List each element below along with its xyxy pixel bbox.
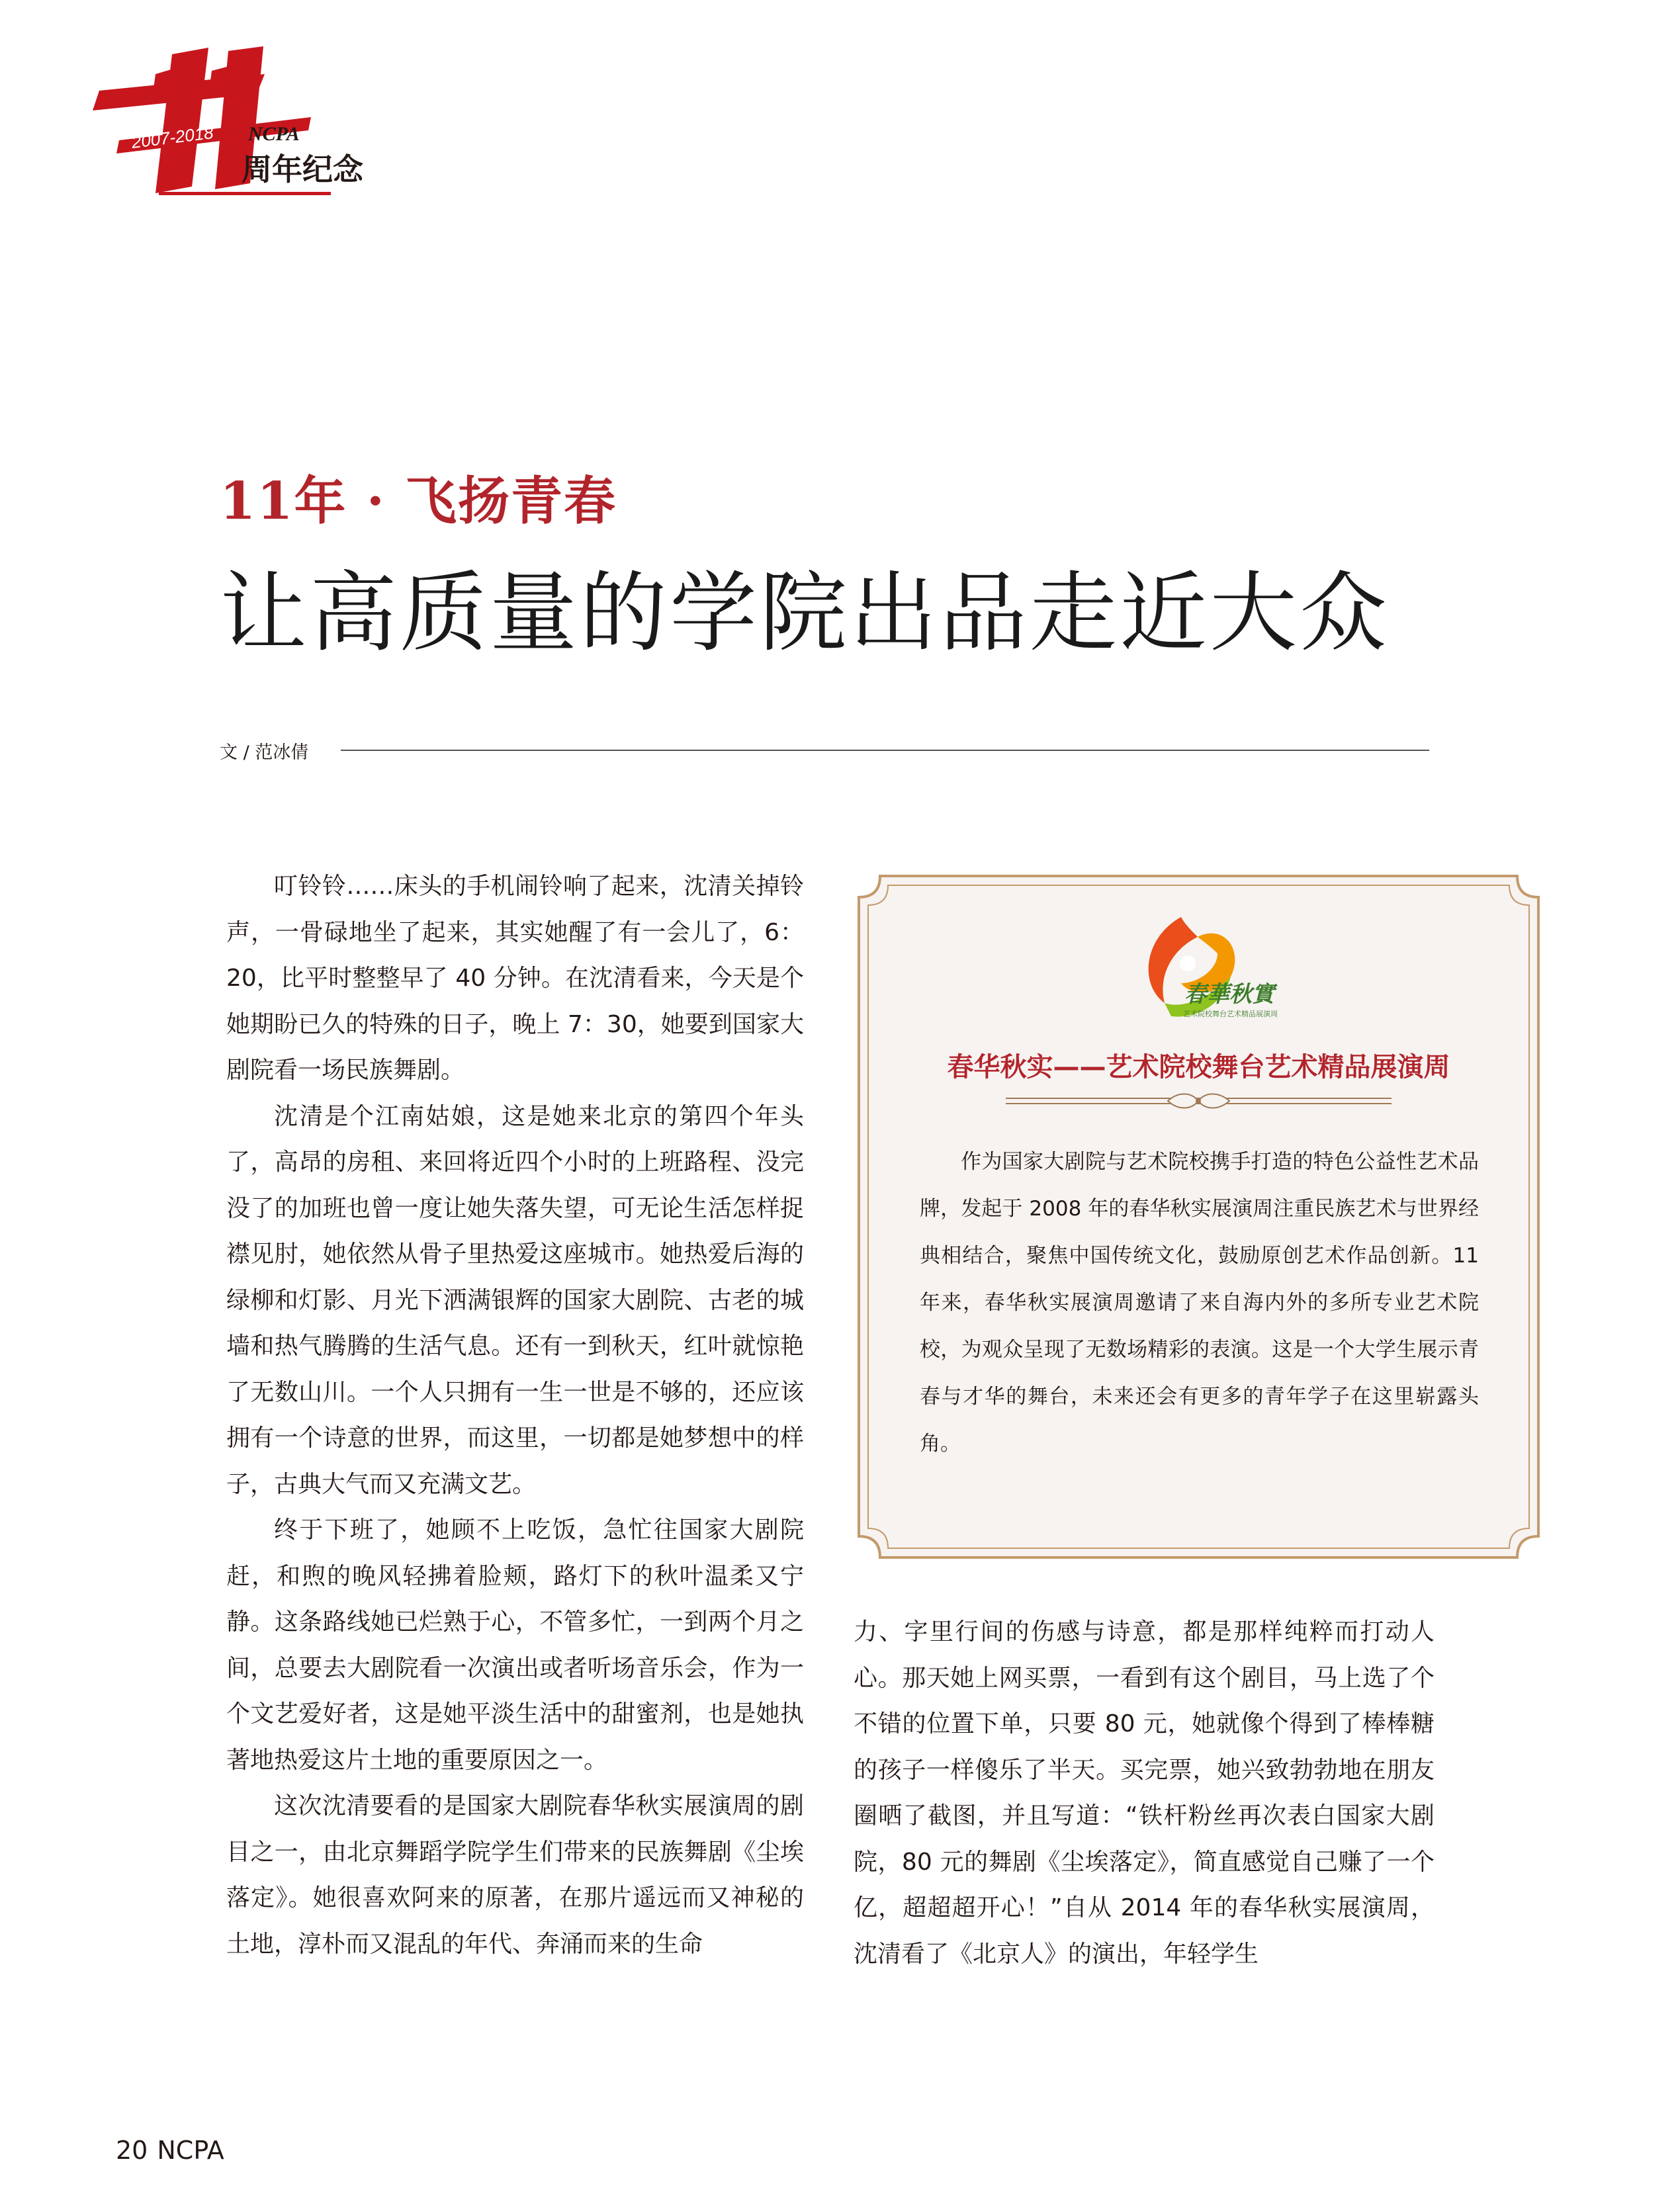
article-left-column xyxy=(226,863,804,1967)
chunhua-qiushi-logo xyxy=(1118,910,1277,1036)
sidebar-body xyxy=(920,1139,1479,1467)
article-kicker: 11年 · 飞扬青春 xyxy=(220,471,617,531)
paragraph: 力、字里行间的伤感与诗意，都是那样纯粹而打动人心。那天她上网买票，一看到有这个剧目，马上选了个不错的位置下单，只要 80 元，她就像个得到了棒棒糖的孩子一样傻乐了半天。买完票，她兴致勃勃地在朋友圈晒了截图，并且写道：“铁杆粉丝再次表白国家大剧院，80 元的舞剧《尘埃落定》，简直感觉自己赚了一个亿，超超超开心！”自从 2014 年的春华秋实展演周，沈清看了《北京人》的演出，年轻学生 xyxy=(854,1618,1435,1968)
paragraph: 终于下班了，她顾不上吃饭，急忙往国家大剧院赶，和煦的晚风轻拂着脸颊，路灯下的秋叶温柔又宁静。这条路线她已烂熟于心，不管多忙，一到两个月之间，总要去大剧院看一次演出或者听场音乐会，作为一个文艺爱好者，这是她平淡生活中的甜蜜剂，也是她执著地热爱这片土地的重要原因之一。 xyxy=(226,1516,804,1774)
logo-subtitle: 艺术院校舞台艺术精品展演周 xyxy=(1183,1010,1278,1018)
anniversary-logo xyxy=(93,48,363,200)
byline-divider xyxy=(341,750,1429,751)
paragraph: 叮铃铃……床头的手机闹铃响了起来，沈清关掉铃声，一骨碌地坐了起来，其实她醒了有一会儿了，6：20，比平时整整早了 40 分钟。在沈清看来，今天是个她期盼已久的特殊的日子，晚上 7：30，她要到国家大剧院看一场民族舞剧。 xyxy=(226,873,804,1084)
logo-name: 春華秋實 xyxy=(1184,981,1274,1008)
page-footer xyxy=(116,2136,234,2165)
article-headline: 让高质量的学院出品走近大众 xyxy=(220,562,1390,664)
sidebar-paragraph: 作为国家大剧院与艺术院校携手打造的特色公益性艺术品牌，发起于 2008 年的春华秋实展演周注重民族艺术与世界经典相结合，聚焦中国传统文化，鼓励原创艺术作品创新。11 年来，春华秋实展演周邀请了来自海内外的多所专业艺术院校，为观众呈现了无数场精彩的表演。这是一个大学生展示青春与才华的舞台，未来还会有更多的青年学子在这里崭露头角。 xyxy=(920,1150,1479,1456)
sidebar-info-box xyxy=(854,871,1544,1563)
anniversary-11-mark xyxy=(93,48,363,200)
sidebar-title: 春华秋实——艺术院校舞台艺术精品展演周 xyxy=(947,1052,1450,1082)
logo-org: NCPA xyxy=(248,123,300,145)
magazine-name: NCPA xyxy=(157,2136,224,2165)
page-number: 20 xyxy=(116,2136,148,2165)
paragraph: 这次沈清要看的是国家大剧院春华秋实展演周的剧目之一，由北京舞蹈学院学生们带来的民族舞剧《尘埃落定》。她很喜欢阿来的原著，在那片遥远而又神秘的土地，淳朴而又混乱的年代、奔涌而来的生命 xyxy=(226,1792,804,1958)
logo-years: 2007-2018 xyxy=(130,122,215,152)
paragraph: 沈清是个江南姑娘，这是她来北京的第四个年头了，高昂的房租、来回将近四个小时的上班路程、没完没了的加班也曾一度让她失落失望，可无论生活怎样捉襟见肘，她依然从骨子里热爱这座城市。她热爱后海的绿柳和灯影、月光下洒满银辉的国家大剧院、古老的城墙和热气腾腾的生活气息。还有一到秋天，红叶就惊艳了无数山川。一个人只拥有一生一世是不够的，还应该拥有一个诗意的世界，而这里，一切都是她梦想中的样子，古典大气而又充满文艺。 xyxy=(226,1102,804,1498)
logo-caption: 周年纪念 xyxy=(242,152,363,187)
ornament-divider-icon xyxy=(1006,1089,1392,1116)
article-right-column xyxy=(854,1609,1435,1977)
article-byline: 文 / 范冰倩 xyxy=(220,742,309,763)
